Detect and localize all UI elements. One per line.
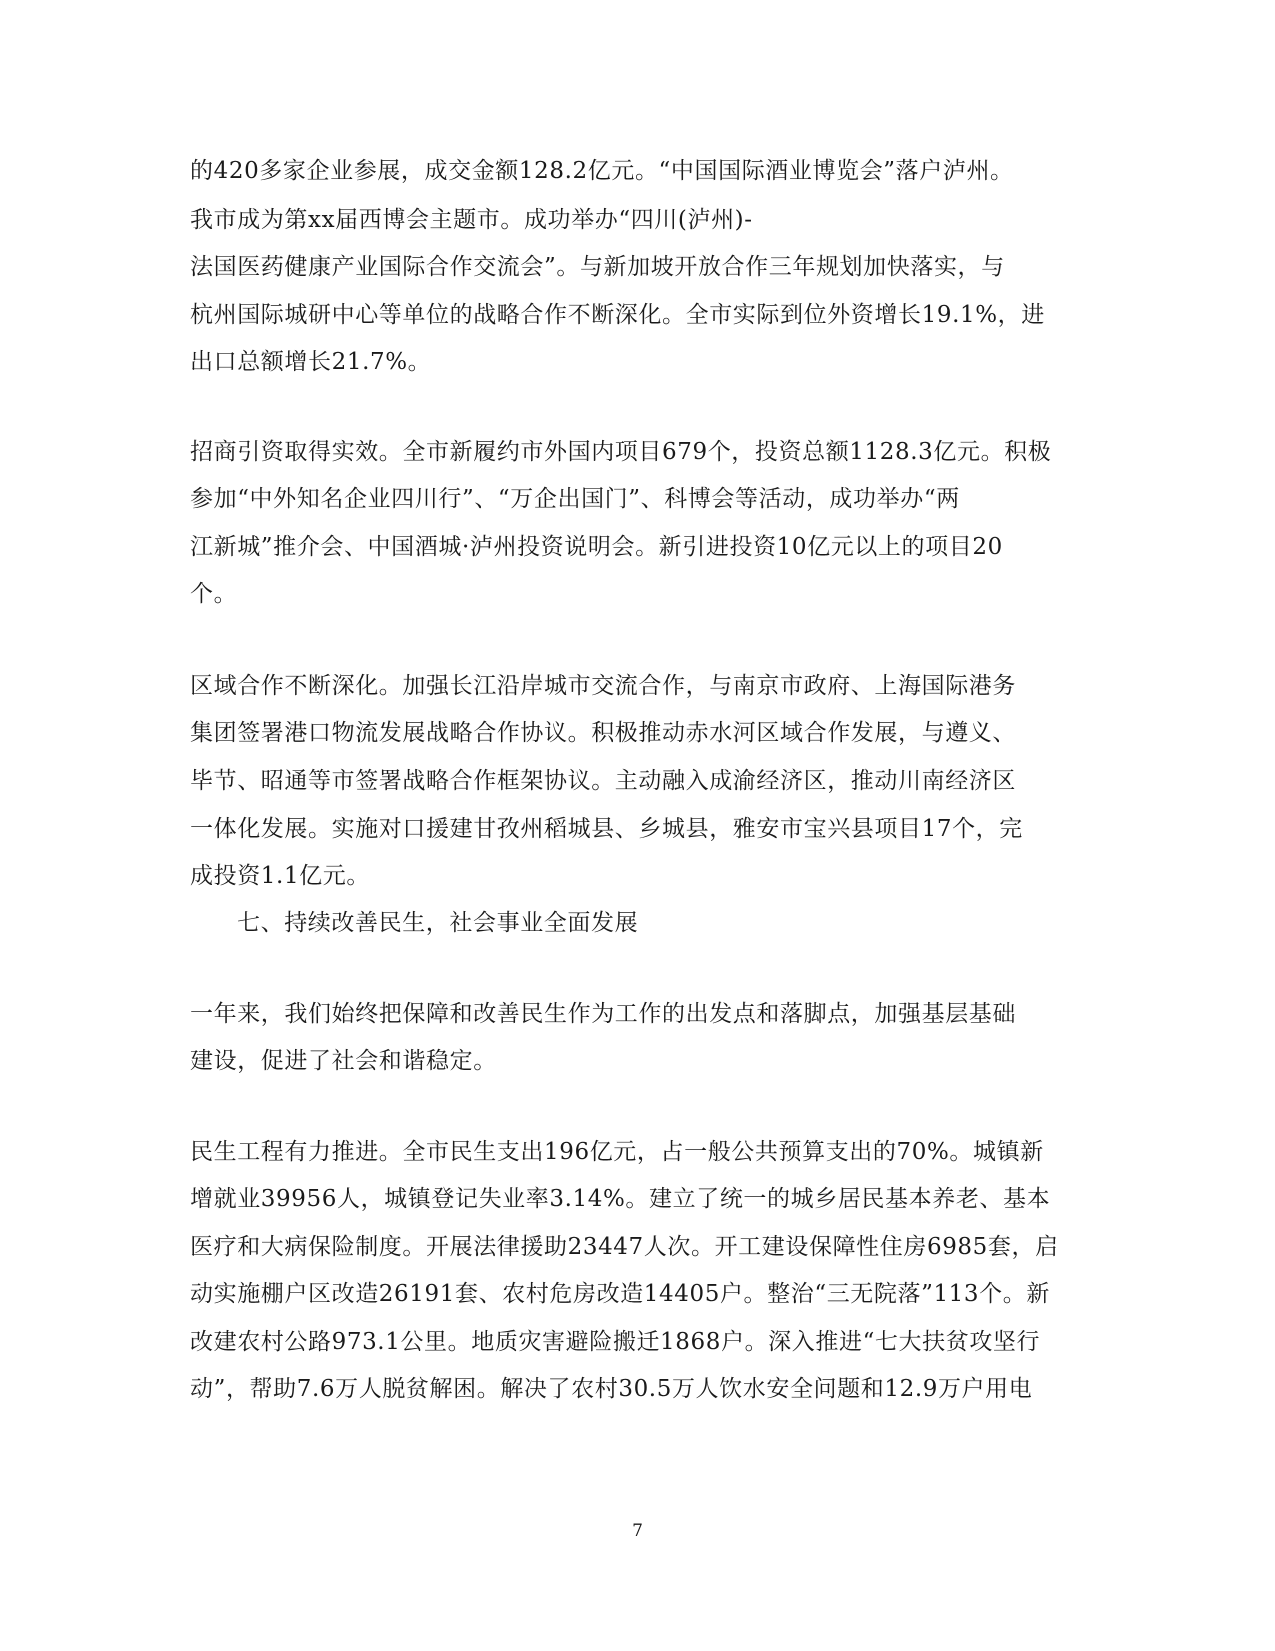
- paragraph-1-line-2: 我市成为第xx届西博会主题市。成功举办“四川(泸州)-: [190, 207, 753, 233]
- paragraph-1-line-4: 杭州国际城研中心等单位的战略合作不断深化。全市实际到位外资增长19.1%，进: [190, 302, 1045, 328]
- paragraph-6-line-3: 医疗和大病保险制度。开展法律援助23447人次。开工建设保障性住房6985套，启: [190, 1234, 1059, 1260]
- paragraph-2-line-3: 江新城”推介会、中国酒城·泸州投资说明会。新引进投资10亿元以上的项目20: [190, 534, 1003, 560]
- page-number: 7: [632, 1521, 643, 1541]
- paragraph-1-line-5: 出口总额增长21.7%。: [190, 349, 432, 375]
- section-heading: 七、持续改善民生，社会事业全面发展: [237, 910, 639, 936]
- paragraph-3-line-4: 一体化发展。实施对口援建甘孜州稻城县、乡城县，雅安市宝兴县项目17个，完: [190, 816, 1023, 842]
- paragraph-2-line-4: 个。: [190, 581, 238, 607]
- paragraph-1-line-3: 法国医药健康产业国际合作交流会”。与新加坡开放合作三年规划加快落实，与: [190, 254, 1005, 280]
- paragraph-6-line-6: 动”，帮助7.6万人脱贫解困。解决了农村30.5万人饮水安全问题和12.9万户用电: [190, 1376, 1033, 1402]
- paragraph-6-line-4: 动实施棚户区改造26191套、农村危房改造14405户。整治“三无院落”113个。新: [190, 1281, 1050, 1307]
- paragraph-6-line-2: 增就业39956人，城镇登记失业率3.14%。建立了统一的城乡居民基本养老、基本: [190, 1186, 1051, 1212]
- paragraph-5-line-2: 建设，促进了社会和谐稳定。: [190, 1048, 497, 1074]
- paragraph-1-line-1: 的420多家企业参展，成交金额128.2亿元。“中国国际酒业博览会”落户泸州。: [190, 158, 1014, 184]
- paragraph-6-line-5: 改建农村公路973.1公里。地质灾害避险搬迁1868户。深入推进“七大扶贫攻坚行: [190, 1329, 1041, 1355]
- paragraph-5-line-1: 一年来，我们始终把保障和改善民生作为工作的出发点和落脚点，加强基层基础: [190, 1001, 1016, 1027]
- paragraph-6-line-1: 民生工程有力推进。全市民生支出196亿元，占一般公共预算支出的70%。城镇新: [190, 1139, 1044, 1165]
- paragraph-2-line-1: 招商引资取得实效。全市新履约市外国内项目679个，投资总额1128.3亿元。积极: [190, 439, 1052, 465]
- paragraph-3-line-5: 成投资1.1亿元。: [190, 863, 370, 889]
- paragraph-3-line-3: 毕节、昭通等市签署战略合作框架协议。主动融入成渝经济区，推动川南经济区: [190, 768, 1016, 794]
- paragraph-3-line-1: 区域合作不断深化。加强长江沿岸城市交流合作，与南京市政府、上海国际港务: [190, 673, 1016, 699]
- paragraph-2-line-2: 参加“中外知名企业四川行”、“万企出国门”、科博会等活动，成功举办“两: [190, 486, 960, 512]
- paragraph-3-line-2: 集团签署港口物流发展战略合作协议。积极推动赤水河区域合作发展，与遵义、: [190, 720, 1016, 746]
